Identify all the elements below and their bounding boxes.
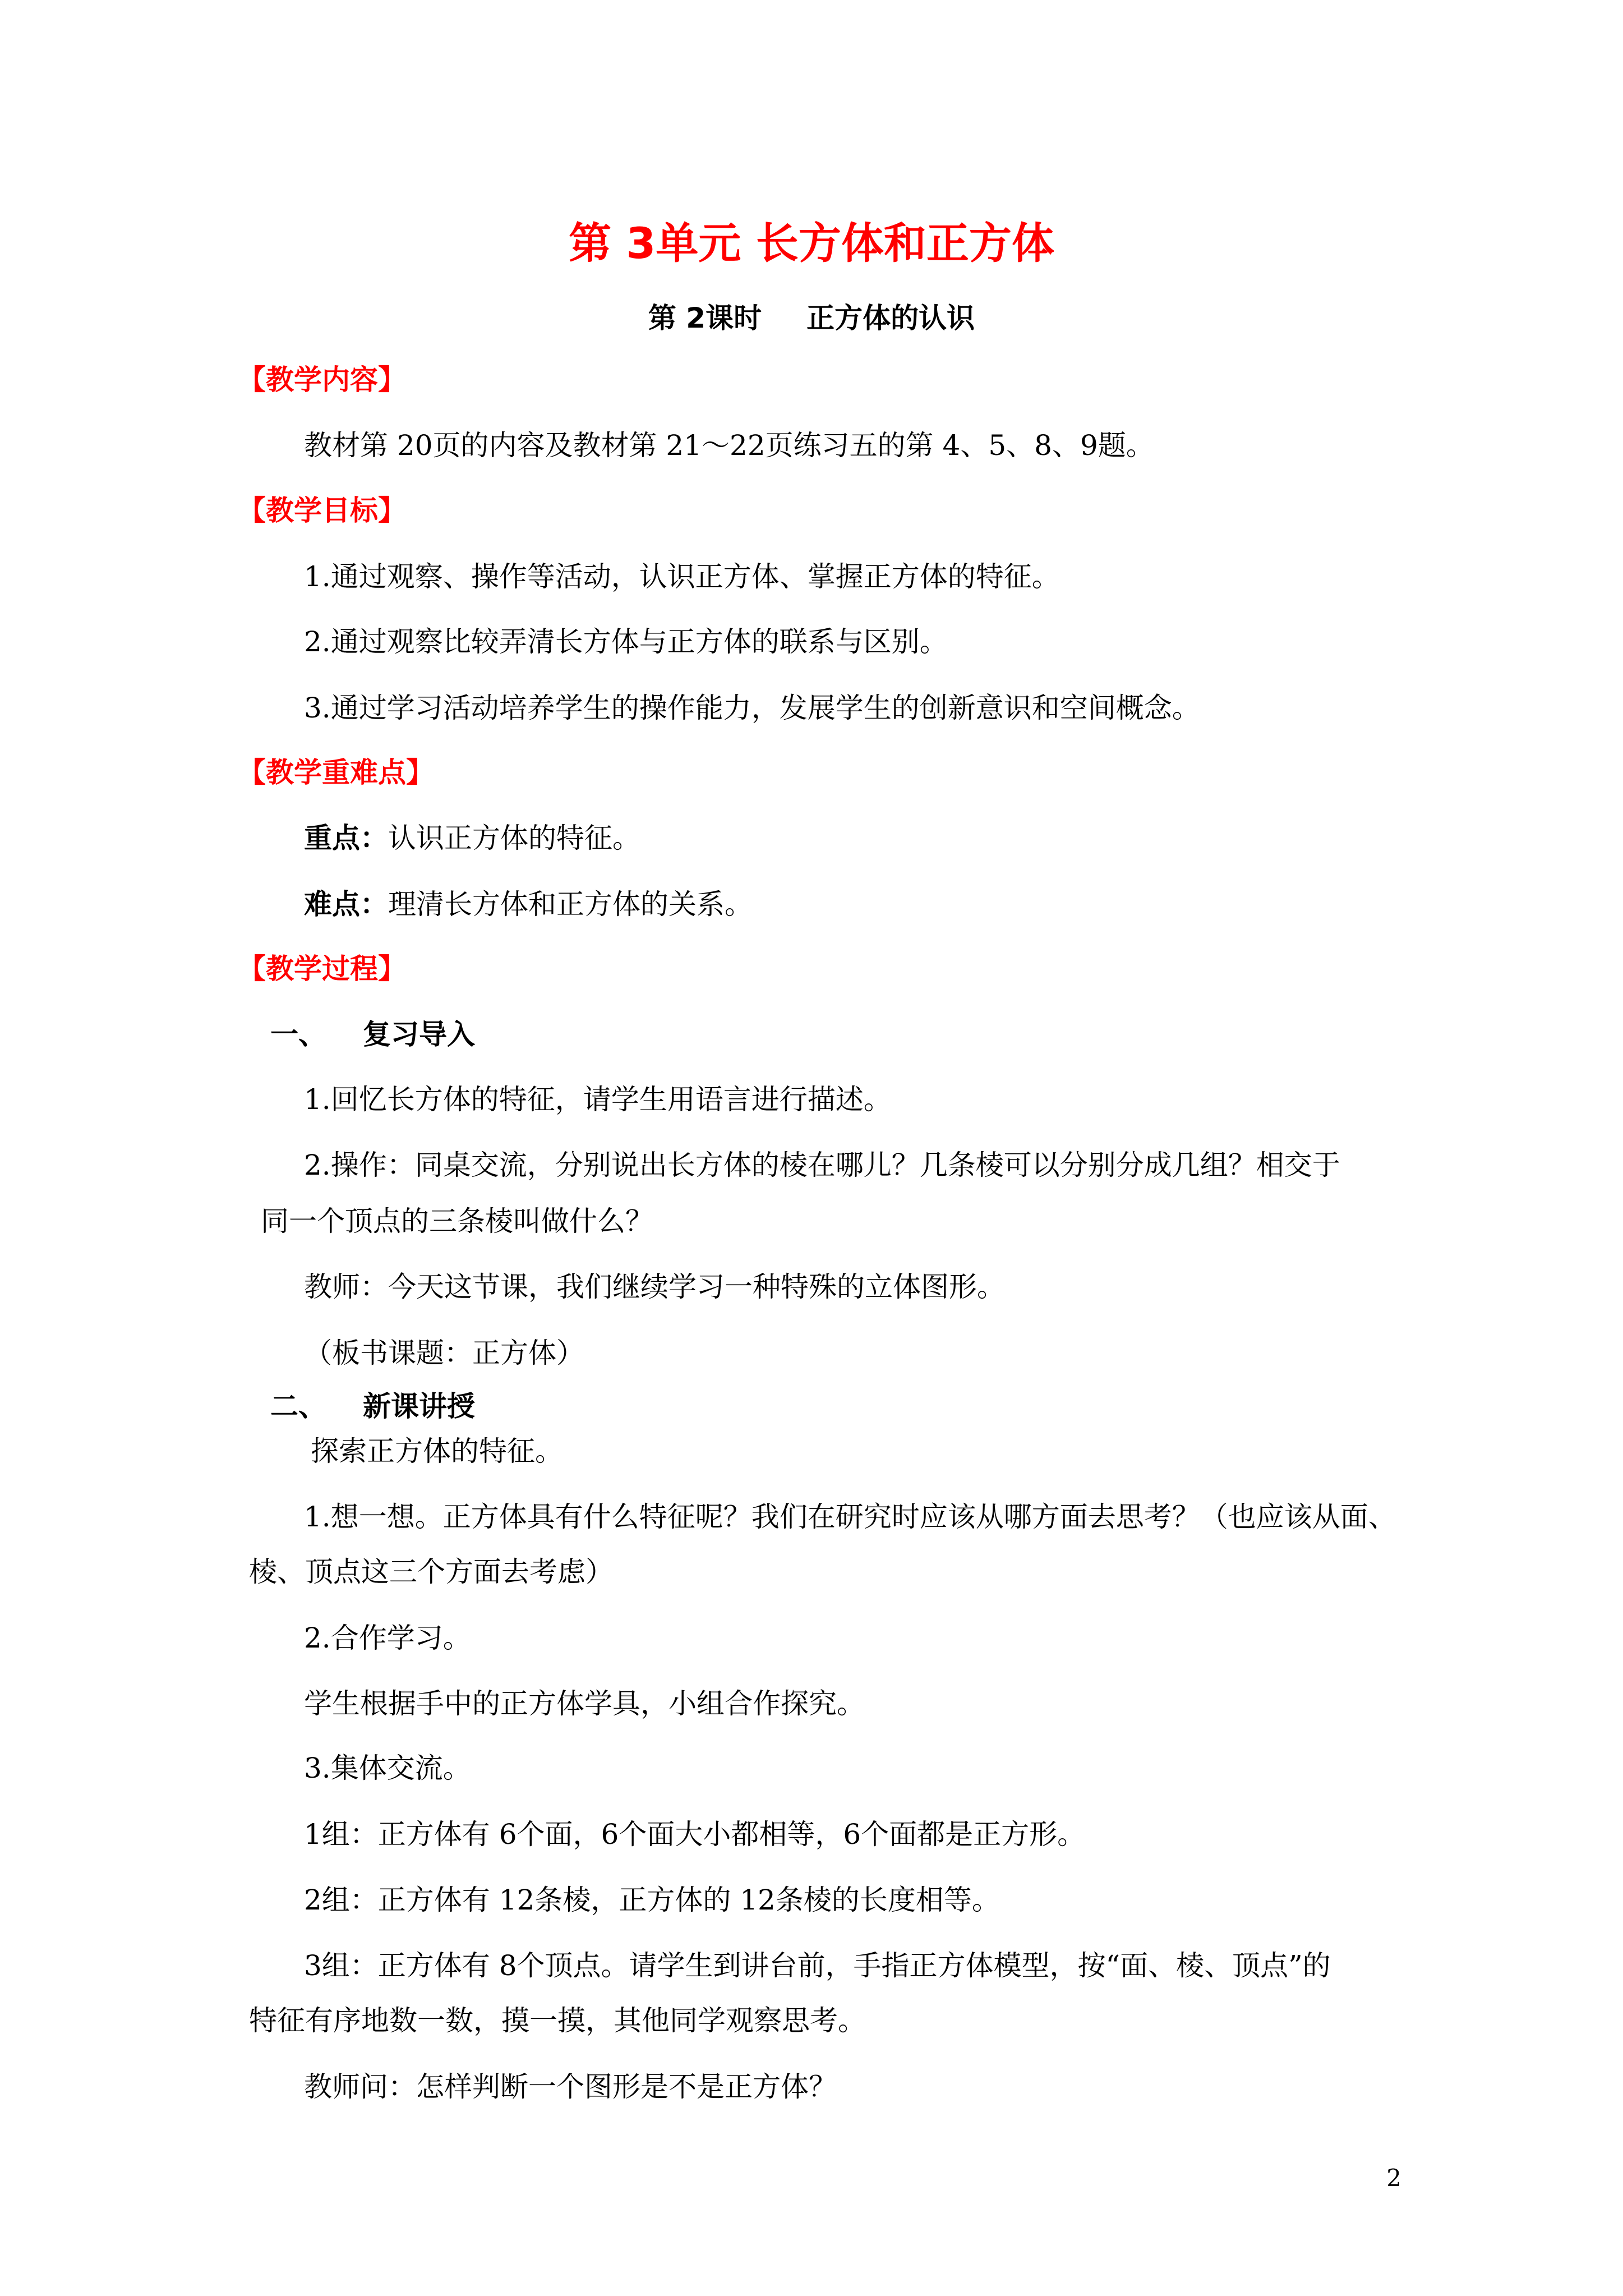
section-content-heading: 【教学内容】 bbox=[238, 364, 406, 396]
paragraph-line: 2组：正方体有 12条棱，正方体的 12条棱的长度相等。 bbox=[304, 1884, 1000, 1916]
paragraph-line: 1.回忆长方体的特征，请学生用语言进行描述。 bbox=[304, 1083, 892, 1116]
difficult-point bbox=[304, 886, 753, 923]
lesson-number: 第 2课时 bbox=[648, 302, 762, 334]
key-point-text: 认识正方体的特征。 bbox=[388, 822, 640, 854]
part2-number: 二、 bbox=[270, 1390, 326, 1423]
page-number: 2 bbox=[1386, 2164, 1401, 2192]
part2-heading bbox=[270, 1388, 475, 1425]
content-text: 教材第 20页的内容及教材第 21～22页练习五的第 4、5、8、9题。 bbox=[304, 429, 1154, 462]
key-point bbox=[304, 820, 640, 857]
paragraph-line: 2.合作学习。 bbox=[304, 1622, 471, 1654]
section-process-heading: 【教学过程】 bbox=[238, 953, 406, 985]
part1-number: 一、 bbox=[270, 1018, 326, 1051]
difficult-point-label: 难点： bbox=[304, 888, 388, 921]
goal-item: 3.通过学习活动培养学生的操作能力，发展学生的创新意识和空间概念。 bbox=[304, 692, 1200, 724]
paragraph-line: 教师问：怎样判断一个图形是不是正方体？ bbox=[304, 2070, 837, 2103]
paragraph-line: 3.集体交流。 bbox=[304, 1752, 471, 1784]
key-point-label: 重点： bbox=[304, 822, 388, 854]
section-goals-heading: 【教学目标】 bbox=[238, 494, 406, 527]
paragraph-line: 学生根据手中的正方体学具，小组合作探究。 bbox=[304, 1687, 865, 1720]
paragraph-line: 探索正方体的特征。 bbox=[311, 1435, 563, 1467]
paragraph-line: 3组：正方体有 8个顶点。请学生到讲台前，手指正方体模型，按“面、棱、顶点”的 bbox=[304, 1949, 1331, 1982]
part1-title: 复习导入 bbox=[363, 1018, 475, 1051]
page-title: 第 3单元 长方体和正方体 bbox=[569, 218, 1054, 268]
paragraph-line: 特征有序地数一数，摸一摸，其他同学观察思考。 bbox=[249, 2004, 866, 2037]
paragraph-line: 教师：今天这节课，我们继续学习一种特殊的立体图形。 bbox=[304, 1271, 1005, 1303]
part2-title: 新课讲授 bbox=[363, 1390, 475, 1423]
goal-item: 1.通过观察、操作等活动，认识正方体、掌握正方体的特征。 bbox=[304, 560, 1060, 593]
section-key-points-heading: 【教学重难点】 bbox=[238, 756, 434, 789]
paragraph-line: 1组：正方体有 6个面，6个面大小都相等，6个面都是正方形。 bbox=[304, 1818, 1086, 1851]
goal-item: 2.通过观察比较弄清长方体与正方体的联系与区别。 bbox=[304, 625, 948, 658]
paragraph-line: 1.想一想。正方体具有什么特征呢？我们在研究时应该从哪方面去思考？（也应该从面、 bbox=[304, 1501, 1396, 1533]
lesson-topic: 正方体的认识 bbox=[806, 302, 975, 334]
paragraph-line: 同一个顶点的三条棱叫做什么？ bbox=[261, 1205, 653, 1237]
paragraph-line: 2.操作：同桌交流，分别说出长方体的棱在哪儿？几条棱可以分别分成几组？相交于 bbox=[304, 1149, 1340, 1181]
lesson-subtitle bbox=[0, 300, 1623, 337]
paragraph-line: 棱、顶点这三个方面去考虑） bbox=[249, 1556, 614, 1588]
difficult-point-text: 理清长方体和正方体的关系。 bbox=[388, 888, 753, 921]
paragraph-line: （板书课题：正方体） bbox=[304, 1337, 584, 1369]
part1-heading bbox=[270, 1016, 475, 1053]
